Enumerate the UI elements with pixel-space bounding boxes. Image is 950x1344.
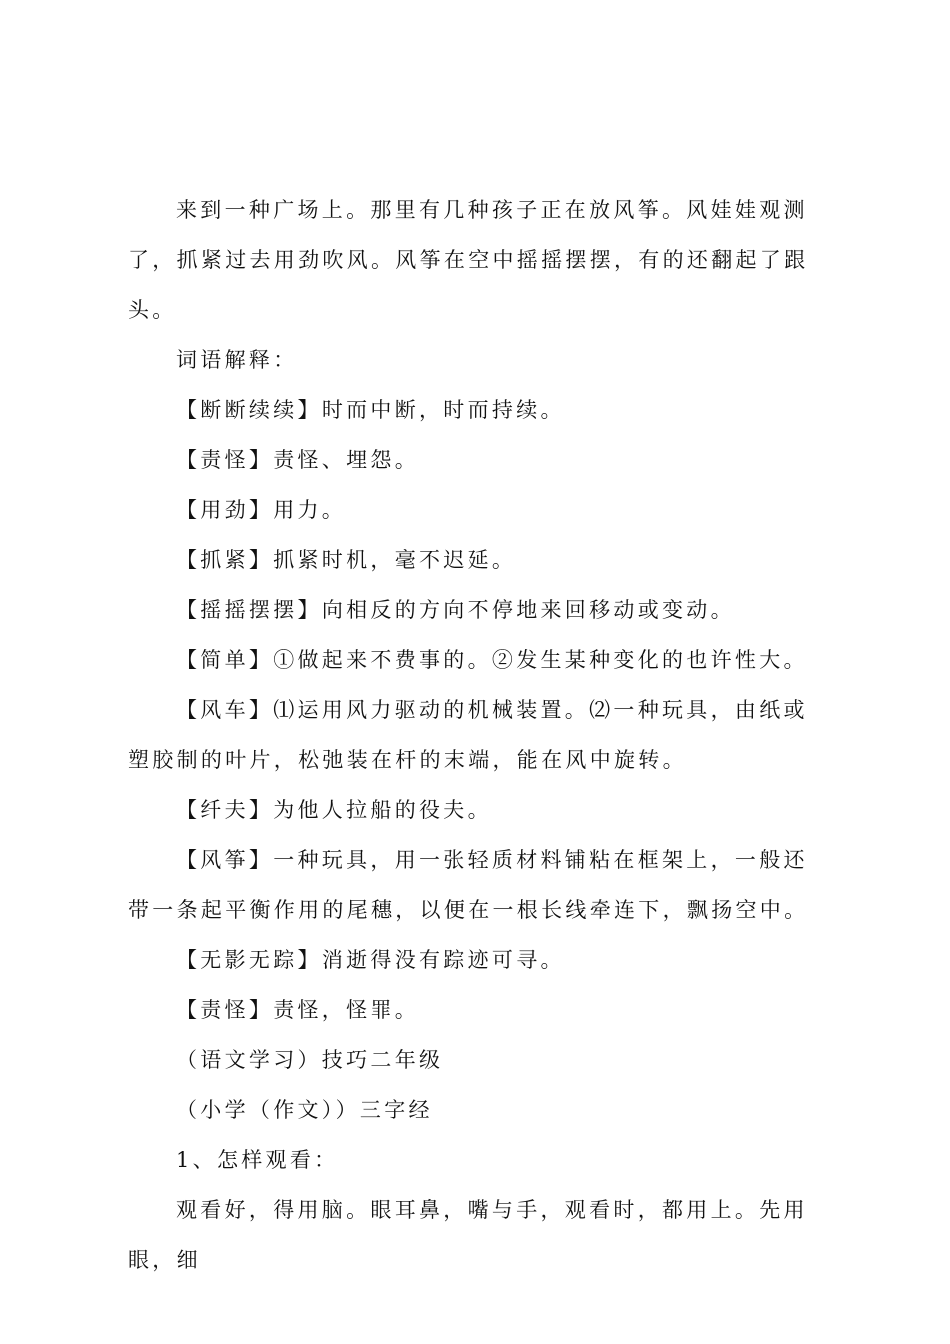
vocab-entry xyxy=(128,435,828,485)
vocab-entry xyxy=(128,935,828,985)
vocab-term: 【风车】 xyxy=(176,698,274,722)
vocab-term: 【用劲】 xyxy=(176,498,274,522)
subsection-heading-observation: 1、怎样观看： xyxy=(176,1148,339,1172)
document-body xyxy=(128,185,828,1285)
vocab-definition: ①做起来不费事的。②发生某种变化的也许性大。 xyxy=(273,648,808,672)
vocab-entry xyxy=(128,985,828,1035)
vocab-definition: 抓紧时机，毫不迟延。 xyxy=(273,548,517,572)
vocab-term: 【抓紧】 xyxy=(176,548,274,572)
vocab-definition: 向相反的方向不停地来回移动或变动。 xyxy=(321,598,735,622)
vocab-entry xyxy=(128,785,828,835)
section-title-three-character-classic: （小学（作文））三字经 xyxy=(176,1098,433,1122)
vocab-term: 【风筝】 xyxy=(176,848,274,872)
vocab-definition: 消逝得没有踪迹可寻。 xyxy=(321,948,565,972)
vocab-definition: 为他人拉船的役夫。 xyxy=(273,798,492,822)
vocab-term: 【责怪】 xyxy=(176,998,274,1022)
vocab-entry xyxy=(128,385,828,435)
vocab-definition: ⑴运用风力驱动的机械装置。⑵一种玩具，由纸或塑胶制的叶片，松弛装在杆的末端，能在风中旋转。 xyxy=(128,698,808,772)
vocab-definition: 责怪，怪罪。 xyxy=(273,998,420,1022)
vocab-term: 【责怪】 xyxy=(176,448,274,472)
section-title-chinese-skills: （语文学习）技巧二年级 xyxy=(176,1048,444,1072)
paragraph-kite-story: 来到一种广场上。那里有几种孩子正在放风筝。风娃娃观测了，抓紧过去用劲吹风。风筝在空中摇摇摆摆，有的还翻起了跟头。 xyxy=(128,198,809,322)
vocab-definition: 用力。 xyxy=(273,498,347,522)
vocabulary-heading: 词语解释： xyxy=(176,348,298,372)
vocab-term: 【摇摇摆摆】 xyxy=(176,598,322,622)
vocab-term: 【无影无踪】 xyxy=(176,948,322,972)
vocab-definition: 时而中断，时而持续。 xyxy=(321,398,565,422)
vocab-entry xyxy=(128,685,828,785)
vocab-term: 【纤夫】 xyxy=(176,798,274,822)
vocab-entry xyxy=(128,585,828,635)
paragraph-observation: 观看好，得用脑。眼耳鼻，嘴与手，观看时，都用上。先用眼，细 xyxy=(128,1198,808,1272)
vocab-entry xyxy=(128,835,828,935)
vocab-entry xyxy=(128,635,828,685)
vocab-term: 【断断续续】 xyxy=(176,398,322,422)
vocab-entry xyxy=(128,485,828,535)
vocab-definition: 责怪、埋怨。 xyxy=(273,448,420,472)
vocab-definition: 一种玩具，用一张轻质材料铺粘在框架上，一般还带一条起平衡作用的尾穗，以便在一根长线牵连下，飘扬空中。 xyxy=(128,848,809,922)
vocab-term: 【简单】 xyxy=(176,648,274,672)
vocab-entry xyxy=(128,535,828,585)
